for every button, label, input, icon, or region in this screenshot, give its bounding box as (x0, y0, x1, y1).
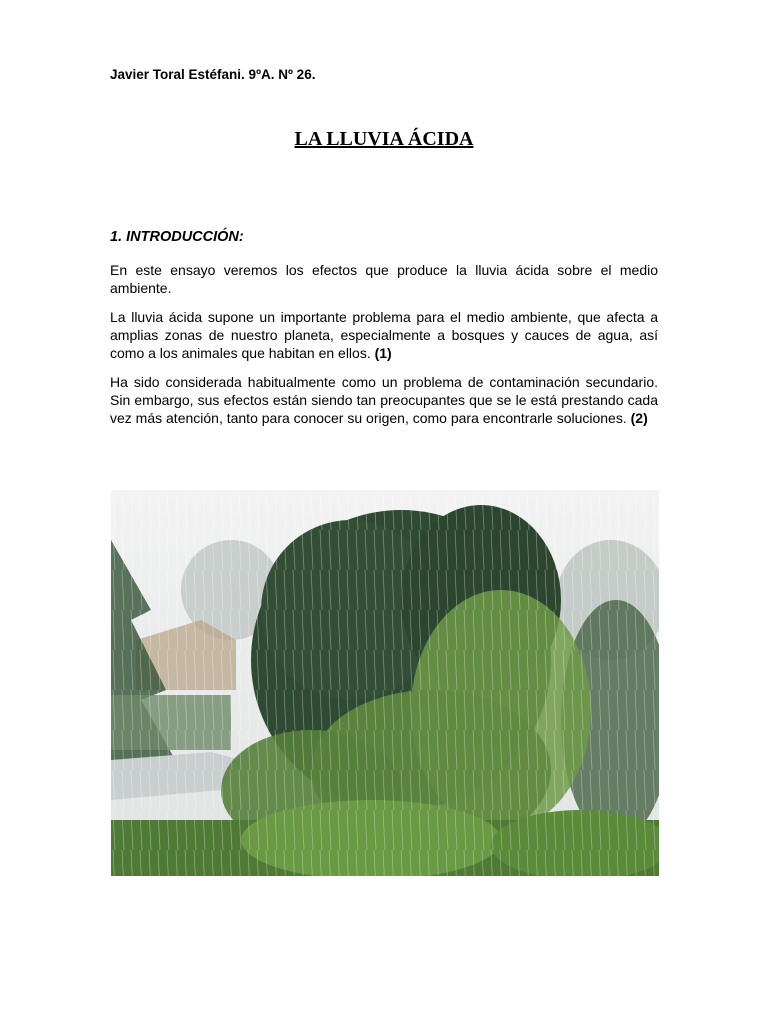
paragraph-2-ref: (1) (374, 345, 392, 361)
author-line: Javier Toral Estéfani. 9ºA. Nº 26. (110, 67, 316, 82)
paragraph-1 (110, 261, 658, 297)
paragraph-2 (110, 308, 658, 362)
rain-streaks (111, 490, 659, 876)
rain-forest-photo (111, 490, 659, 876)
rain-forest-illustration (111, 490, 659, 876)
section-heading: 1. INTRODUCCIÓN: (110, 229, 244, 245)
paragraph-2-text: La lluvia ácida supone un importante problema para el medio ambiente, que afecta a amplias zonas de nuestro planeta, especialmente a bosques y cauces de agua, así como a los animales que habitan en ellos. (110, 309, 658, 361)
paragraph-3-ref: (2) (630, 410, 648, 426)
paragraph-1-text: En este ensayo veremos los efectos que produce la lluvia ácida sobre el medio ambiente. (110, 262, 658, 296)
paragraph-3-text: Ha sido considerada habitualmente como un problema de contaminación secundario. Sin embargo, sus efectos están siendo tan preocupantes que se le está prestando cada vez más atención, tanto para conocer su origen, como para encontrarle soluciones. (110, 374, 658, 426)
document-title: LA LLUVIA ÁCIDA (294, 128, 474, 150)
paragraph-3 (110, 373, 658, 427)
